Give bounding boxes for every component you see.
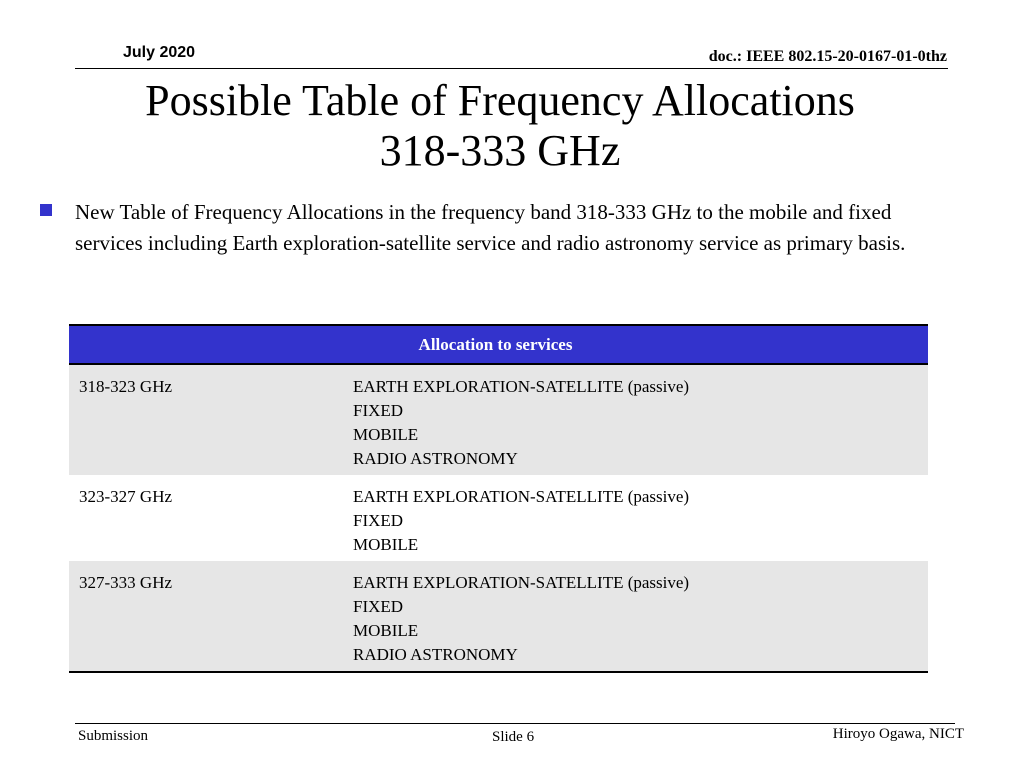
header-divider	[75, 68, 948, 69]
bullet-text: New Table of Frequency Allocations in the frequency band 318-333 GHz to the mobile and fixed services including Earth exploration-satellite service and radio astronomy service as primary basis.	[75, 200, 906, 255]
service-item: RADIO ASTRONOMY	[353, 449, 518, 468]
slide-title-line2: 318-333 GHz	[379, 126, 621, 175]
service-item: EARTH EXPLORATION-SATELLITE (passive)	[353, 573, 690, 592]
footer-author: Hiroyo Ogawa, NICT	[832, 726, 964, 742]
service-item: FIXED	[353, 401, 404, 420]
table-header-row	[69, 325, 928, 364]
service-item: FIXED	[353, 511, 404, 530]
slide-title-line1: Possible Table of Frequency Allocations	[145, 76, 855, 125]
services-cell	[343, 475, 928, 561]
table-row	[69, 364, 928, 475]
header-date: July 2020	[123, 44, 196, 61]
service-item: RADIO ASTRONOMY	[353, 645, 518, 664]
slide-title	[0, 76, 1000, 176]
service-item: EARTH EXPLORATION-SATELLITE (passive)	[353, 487, 690, 506]
service-item: MOBILE	[353, 425, 419, 444]
band-cell: 327-333 GHz	[69, 561, 343, 672]
band-cell: 323-327 GHz	[69, 475, 343, 561]
table-header-cell	[69, 325, 928, 364]
service-item: MOBILE	[353, 621, 419, 640]
header-doc-id: doc.: IEEE 802.15-20-0167-01-0thz	[708, 48, 947, 65]
services-cell	[343, 561, 928, 672]
service-item: FIXED	[353, 597, 404, 616]
service-item: EARTH EXPLORATION-SATELLITE (passive)	[353, 377, 690, 396]
allocation-table	[69, 324, 928, 673]
table-header-label: Allocation to services	[418, 334, 573, 354]
service-item: MOBILE	[353, 535, 419, 554]
table-row	[69, 475, 928, 561]
footer-submission: Submission	[78, 728, 149, 744]
services-cell	[343, 364, 928, 475]
band-cell: 318-323 GHz	[69, 364, 343, 475]
table-row	[69, 561, 928, 672]
footer-divider	[75, 723, 955, 724]
square-bullet-icon	[40, 204, 52, 216]
footer-slide-number: Slide 6	[492, 729, 535, 745]
